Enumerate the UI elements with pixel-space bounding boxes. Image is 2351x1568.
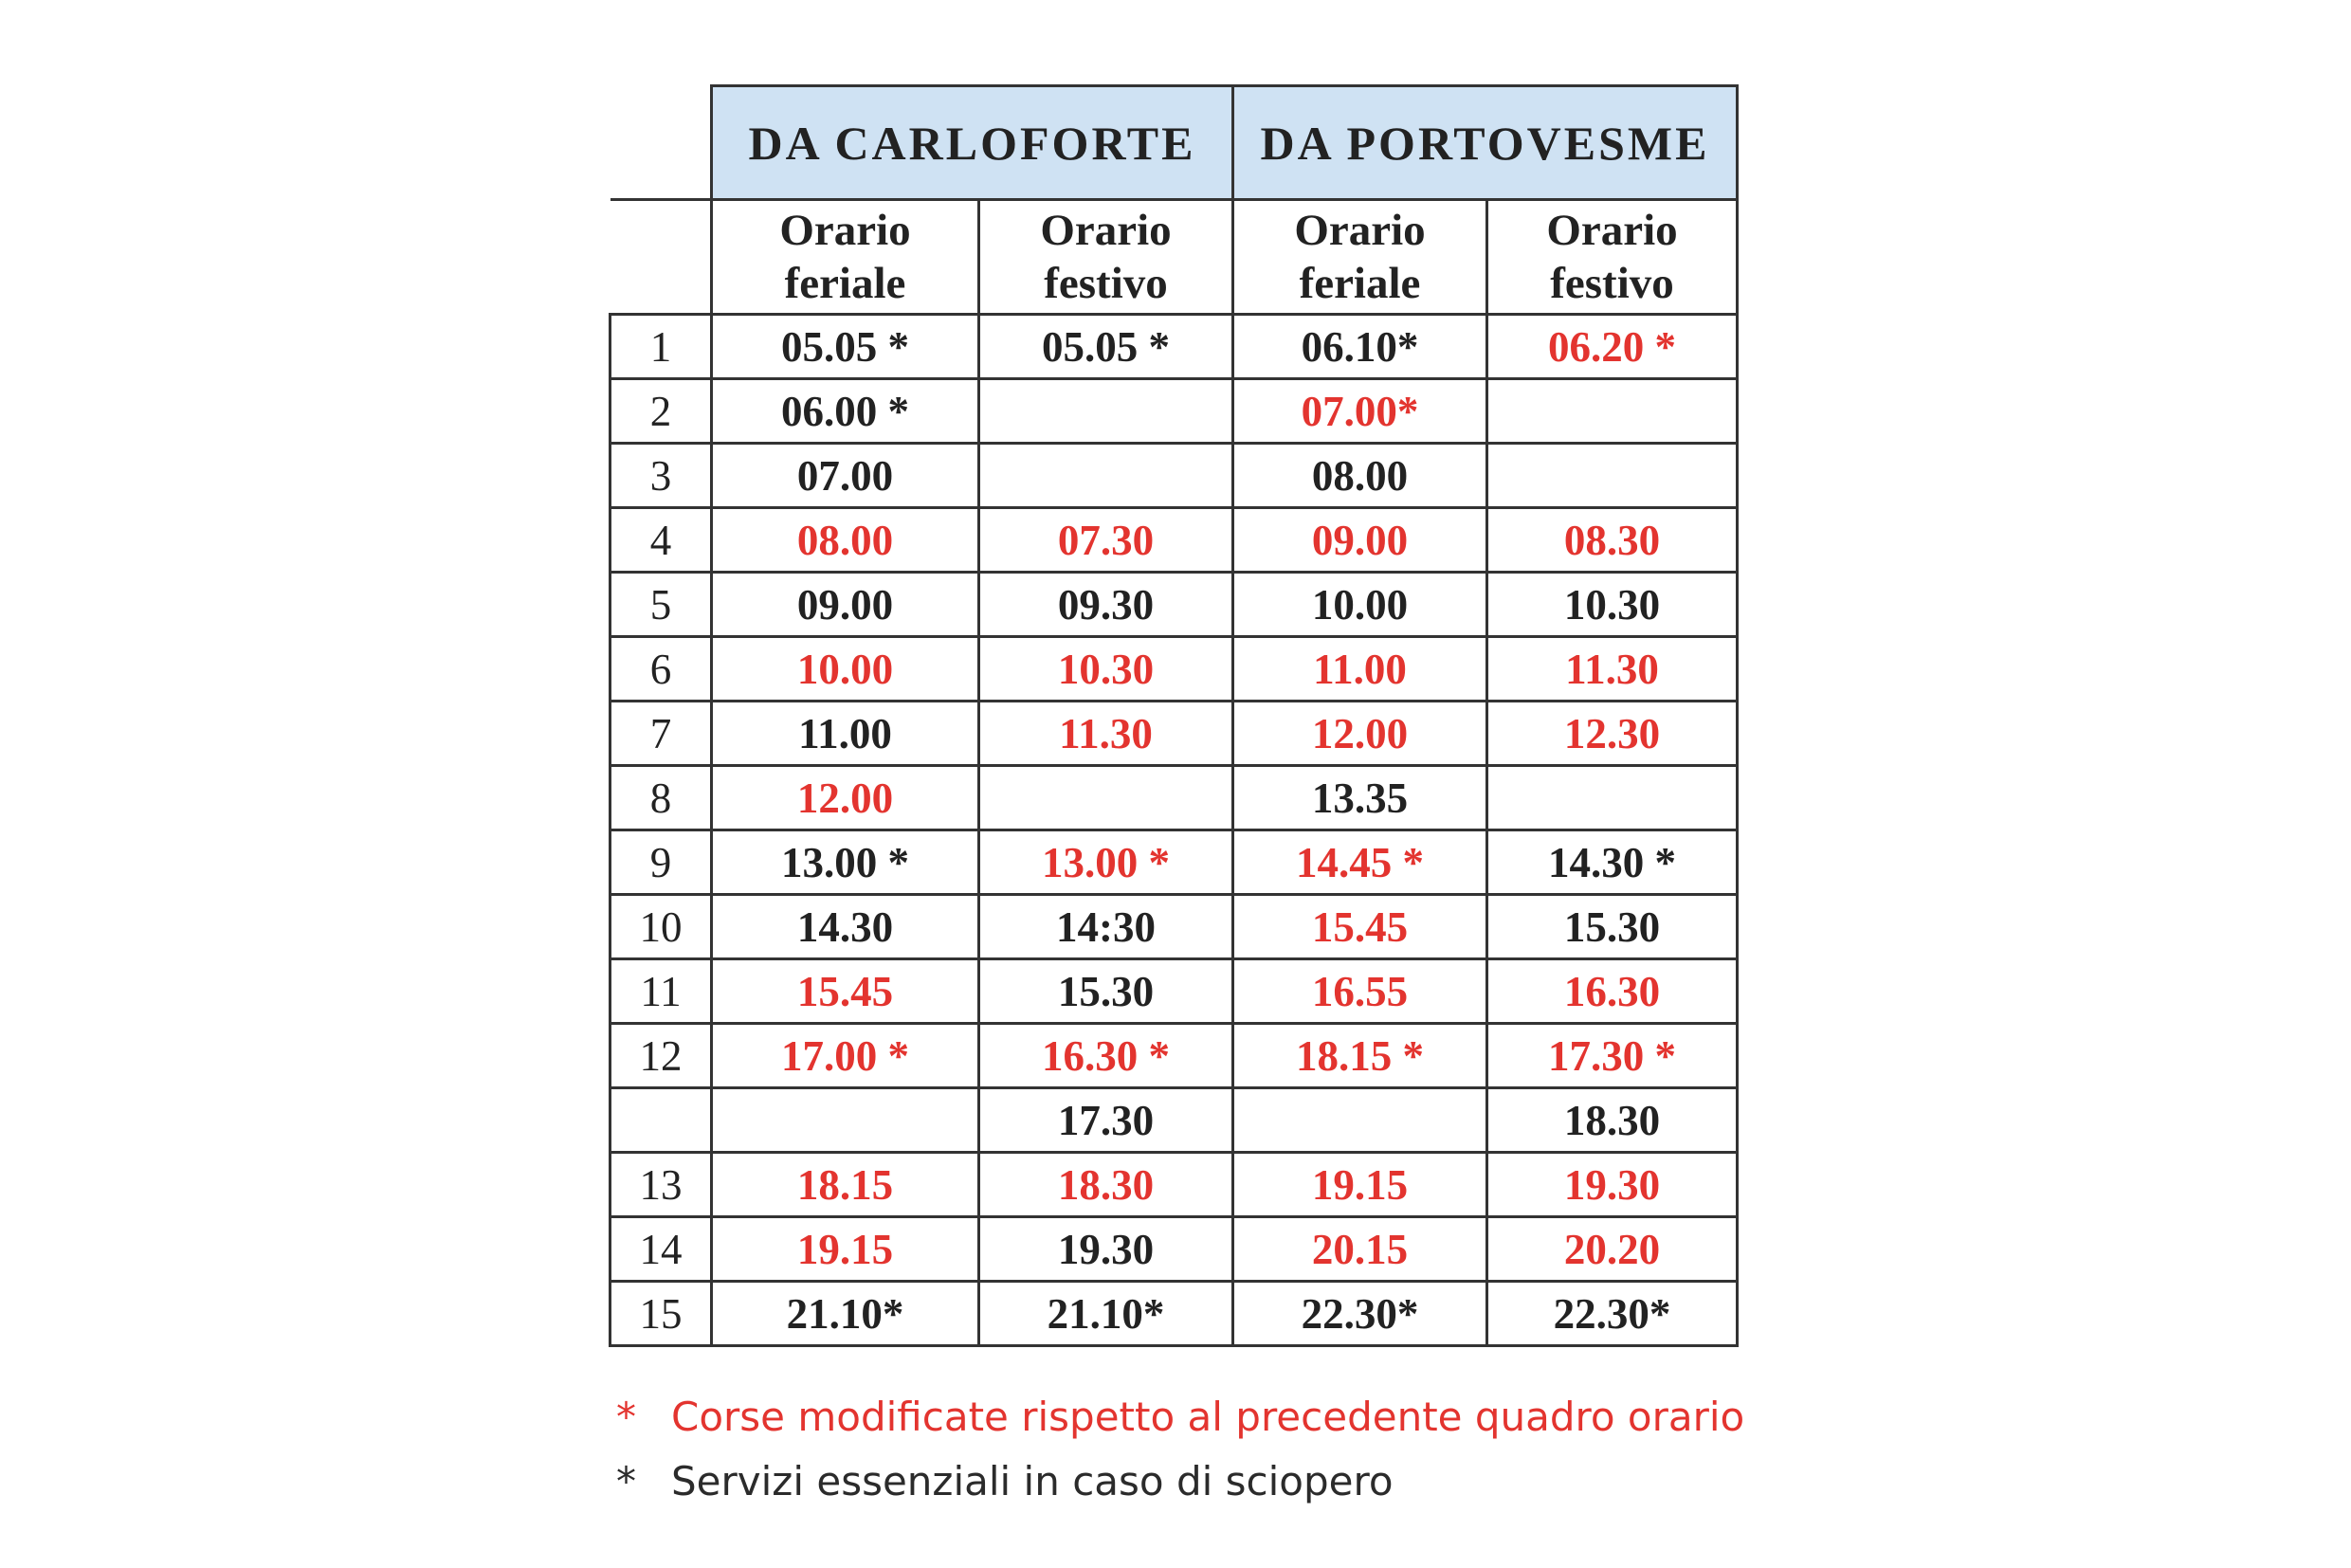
row-number: 2 [611, 379, 712, 444]
table-row [611, 315, 1738, 379]
header-portovesme-feriale [1233, 200, 1487, 315]
header-da-carloforte: DA CARLOFORTE [712, 86, 1233, 200]
table-row [611, 637, 1738, 702]
table-row [611, 702, 1738, 766]
row-number: 3 [611, 444, 712, 508]
legend-asterisk-red: * [616, 1394, 636, 1440]
portovesme-festivo-time [1487, 766, 1738, 830]
table-row [611, 508, 1738, 573]
corner-blank [611, 86, 712, 200]
row-number: 12 [611, 1024, 712, 1088]
legend-modified [616, 1394, 1744, 1440]
carloforte-feriale-time [712, 1088, 979, 1153]
header-line: feriale [784, 259, 906, 308]
portovesme-feriale-time: 06.10* [1233, 315, 1487, 379]
carloforte-festivo-time: 07.30 [979, 508, 1233, 573]
portovesme-festivo-time: 08.30 [1487, 508, 1738, 573]
row-number: 7 [611, 702, 712, 766]
header-carloforte-festivo [979, 200, 1233, 315]
table-row [611, 1217, 1738, 1282]
carloforte-festivo-time: 05.05 * [979, 315, 1233, 379]
row-number: 13 [611, 1153, 712, 1217]
carloforte-festivo-time: 09.30 [979, 573, 1233, 637]
portovesme-feriale-time: 09.00 [1233, 508, 1487, 573]
carloforte-feriale-time: 19.15 [712, 1217, 979, 1282]
portovesme-feriale-time: 11.00 [1233, 637, 1487, 702]
row-number [611, 1088, 712, 1153]
table-row [611, 1024, 1738, 1088]
header-carloforte-feriale [712, 200, 979, 315]
portovesme-feriale-time: 20.15 [1233, 1217, 1487, 1282]
row-number: 9 [611, 830, 712, 895]
carloforte-feriale-time: 08.00 [712, 508, 979, 573]
portovesme-feriale-time: 18.15 * [1233, 1024, 1487, 1088]
portovesme-festivo-time [1487, 379, 1738, 444]
portovesme-festivo-time: 12.30 [1487, 702, 1738, 766]
portovesme-feriale-time: 22.30* [1233, 1282, 1487, 1346]
portovesme-feriale-time: 15.45 [1233, 895, 1487, 959]
row-number: 15 [611, 1282, 712, 1346]
row-number: 5 [611, 573, 712, 637]
header-line: feriale [1299, 259, 1421, 308]
carloforte-feriale-time: 13.00 * [712, 830, 979, 895]
portovesme-feriale-time: 08.00 [1233, 444, 1487, 508]
portovesme-festivo-time: 10.30 [1487, 573, 1738, 637]
carloforte-feriale-time: 15.45 [712, 959, 979, 1024]
carloforte-festivo-time: 14:30 [979, 895, 1233, 959]
table-row [611, 959, 1738, 1024]
carloforte-festivo-time: 16.30 * [979, 1024, 1233, 1088]
row-number: 1 [611, 315, 712, 379]
portovesme-festivo-time: 19.30 [1487, 1153, 1738, 1217]
header-da-portovesme: DA PORTOVESME [1233, 86, 1738, 200]
table-row [611, 1153, 1738, 1217]
legend-essential-text: Servizi essenziali in caso di sciopero [671, 1458, 1394, 1504]
corner-blank [611, 200, 712, 315]
header-line: festivo [1044, 259, 1168, 308]
header-line: Orario [1040, 206, 1172, 255]
carloforte-festivo-time [979, 379, 1233, 444]
row-number: 6 [611, 637, 712, 702]
carloforte-feriale-time: 17.00 * [712, 1024, 979, 1088]
portovesme-feriale-time [1233, 1088, 1487, 1153]
carloforte-festivo-time: 15.30 [979, 959, 1233, 1024]
table-row [611, 573, 1738, 637]
ferry-timetable [609, 84, 1739, 1347]
carloforte-feriale-time: 05.05 * [712, 315, 979, 379]
portovesme-feriale-time: 13.35 [1233, 766, 1487, 830]
carloforte-festivo-time: 19.30 [979, 1217, 1233, 1282]
header-line: Orario [1546, 206, 1678, 255]
portovesme-festivo-time: 20.20 [1487, 1217, 1738, 1282]
portovesme-feriale-time: 10.00 [1233, 573, 1487, 637]
table-row [611, 766, 1738, 830]
portovesme-festivo-time: 22.30* [1487, 1282, 1738, 1346]
carloforte-festivo-time: 21.10* [979, 1282, 1233, 1346]
table-row [611, 895, 1738, 959]
header-line: Orario [779, 206, 911, 255]
row-number: 10 [611, 895, 712, 959]
carloforte-feriale-time: 12.00 [712, 766, 979, 830]
portovesme-festivo-time: 15.30 [1487, 895, 1738, 959]
legend-asterisk-black: * [616, 1458, 636, 1504]
header-line: Orario [1294, 206, 1426, 255]
portovesme-festivo-time: 17.30 * [1487, 1024, 1738, 1088]
portovesme-feriale-time: 14.45 * [1233, 830, 1487, 895]
carloforte-festivo-time: 10.30 [979, 637, 1233, 702]
legend-essential [616, 1458, 1394, 1504]
table-row [611, 1088, 1738, 1153]
header-portovesme-festivo [1487, 200, 1738, 315]
table-row [611, 379, 1738, 444]
carloforte-feriale-time: 10.00 [712, 637, 979, 702]
carloforte-festivo-time: 18.30 [979, 1153, 1233, 1217]
carloforte-festivo-time: 11.30 [979, 702, 1233, 766]
row-number: 11 [611, 959, 712, 1024]
carloforte-feriale-time: 11.00 [712, 702, 979, 766]
carloforte-festivo-time [979, 444, 1233, 508]
schedule-body [611, 315, 1738, 1346]
table-row [611, 1282, 1738, 1346]
row-number: 14 [611, 1217, 712, 1282]
carloforte-festivo-time: 17.30 [979, 1088, 1233, 1153]
portovesme-feriale-time: 16.55 [1233, 959, 1487, 1024]
carloforte-feriale-time: 09.00 [712, 573, 979, 637]
carloforte-festivo-time: 13.00 * [979, 830, 1233, 895]
carloforte-feriale-time: 21.10* [712, 1282, 979, 1346]
row-number: 4 [611, 508, 712, 573]
table-row [611, 830, 1738, 895]
portovesme-feriale-time: 07.00* [1233, 379, 1487, 444]
portovesme-festivo-time [1487, 444, 1738, 508]
carloforte-feriale-time: 07.00 [712, 444, 979, 508]
carloforte-feriale-time: 18.15 [712, 1153, 979, 1217]
portovesme-feriale-time: 19.15 [1233, 1153, 1487, 1217]
carloforte-feriale-time: 14.30 [712, 895, 979, 959]
header-line: festivo [1550, 259, 1674, 308]
legend-modified-text: Corse modificate rispetto al precedente quadro orario [671, 1394, 1745, 1440]
portovesme-festivo-time: 11.30 [1487, 637, 1738, 702]
portovesme-festivo-time: 06.20 * [1487, 315, 1738, 379]
schedule-type-header-row [611, 200, 1738, 315]
direction-header-row [611, 86, 1738, 200]
carloforte-festivo-time [979, 766, 1233, 830]
carloforte-feriale-time: 06.00 * [712, 379, 979, 444]
portovesme-festivo-time: 18.30 [1487, 1088, 1738, 1153]
table-row [611, 444, 1738, 508]
portovesme-festivo-time: 14.30 * [1487, 830, 1738, 895]
portovesme-feriale-time: 12.00 [1233, 702, 1487, 766]
portovesme-festivo-time: 16.30 [1487, 959, 1738, 1024]
row-number: 8 [611, 766, 712, 830]
